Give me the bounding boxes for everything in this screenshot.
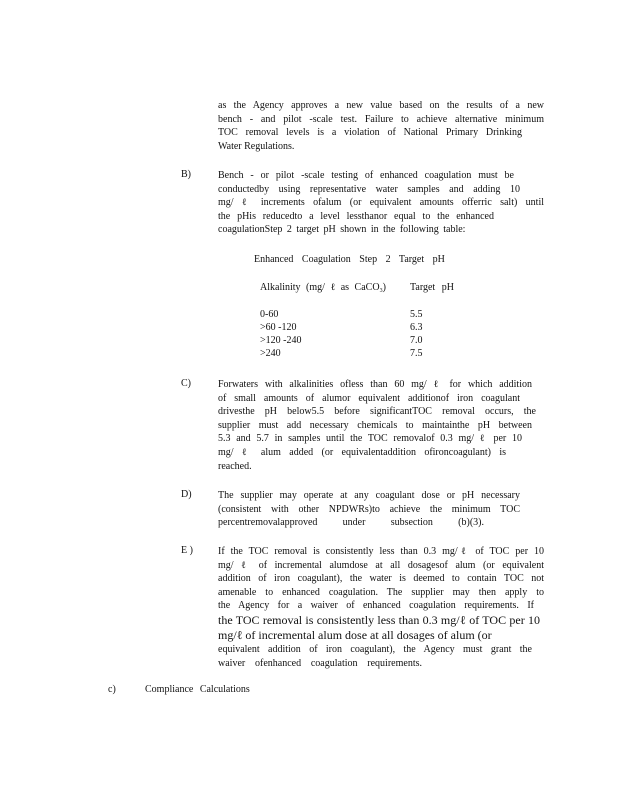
text-line: drivesthe pH below5.5 before significantTOC removal occurs, the [218,406,536,418]
ph-cell: 7.5 [410,348,423,359]
text-line: mg/ ℓ of incremental alumdose at all dosagesof alum (or equivalent [218,559,544,571]
text-line: of small amounts of alumor equivalent additionof iron coagulant [218,392,520,404]
text-line: supplier must add necessary chemicals to maintainthe pH between [218,419,532,431]
alkalinity-cell: >120 -240 [260,335,302,346]
item-b-paragraph [218,169,544,237]
item-c-paragraph [218,378,544,473]
text-line: amenable to enhanced coagulation. The supplier may then apply to [218,586,544,598]
text-line: Forwaters with alkalinities ofless than 60 mg/ ℓ for which addition [218,379,532,390]
text-line: Bench - or pilot -scale testing of enhanced coagulation must be [218,170,514,181]
text-line: If the TOC removal is consistently less than 0.3 mg/ℓ of TOC per 10 [218,546,544,557]
text-line: equivalent addition of iron coagulant), the Agency must grant the [218,643,532,655]
text-line-large: mg/ℓ of incremental alum dose at all dosages of alum (or [218,627,492,642]
header-subscript: 3 [379,288,383,294]
text-line: mg/ ℓ increments ofalum (or equivalent amounts offerric salt) until [218,197,544,209]
alkalinity-cell: 0-60 [260,309,279,320]
text-line: mg/ ℓ alum added (or equivalentaddition ofironcoagulant) is [218,446,506,458]
alkalinity-cell: >240 [260,348,281,359]
table-title: Enhanced Coagulation Step 2 Target pH [254,254,445,265]
text-line: bench - and pilot -scale test. Failure to achieve alternative minimum [218,113,544,125]
header-close: ) [382,282,386,293]
text-line: the Agency for a waiver of enhanced coagulation requirements. If [218,600,534,612]
section-c-title: Compliance Calculations [145,684,250,695]
text-line: Water Regulations. [218,140,295,152]
section-c-label: c) [108,684,116,695]
header-target-ph: Target pH [410,282,454,293]
text-line: waiver ofenhanced coagulation requirements. [218,657,422,669]
item-b-label: B) [181,169,191,180]
ph-cell: 7.0 [410,335,423,346]
text-line: (consistent with other NPDWRs)to achieve the minimum TOC [218,503,520,515]
alkalinity-cell: >60 -120 [260,322,297,333]
text-line: the pHis reducedto a level lessthanor equal to the enhanced [218,210,494,222]
ph-cell: 6.3 [410,322,423,333]
item-d-paragraph [218,489,544,530]
header-alkalinity: Alkalinity (mg/ ℓ as CaCO [260,282,380,293]
text-line: The supplier may operate at any coagulant dose or pH necessary [218,490,520,501]
item-e-paragraph [218,545,544,670]
text-line: coagulationStep 2 target pH shown in the following table: [218,224,466,236]
intro-paragraph [218,99,544,153]
text-line: reached. [218,460,252,472]
item-e-label: E ) [181,545,193,556]
item-c-label: C) [181,378,191,389]
table-header [260,282,454,294]
text-line-large: the TOC removal is consistently less than 0.3 mg/ℓ of TOC per 10 [218,612,540,627]
text-line: percentremovalapproved under subsection (b)(3). [218,517,484,529]
text-line: addition of iron coagulant), the water is deemed to contain TOC not [218,573,544,585]
ph-cell: 5.5 [410,309,423,320]
item-d-label: D) [181,489,192,500]
text-line: conductedby using representative water samples and adding 10 [218,183,520,195]
text-line: 5.3 and 5.7 in samples until the TOC removalof 0.3 mg/ ℓ per 10 [218,433,522,445]
text-line: as the Agency approves a new value based on the results of a new [218,100,544,111]
text-line: TOC removal levels is a violation of National Primary Drinking [218,127,522,139]
